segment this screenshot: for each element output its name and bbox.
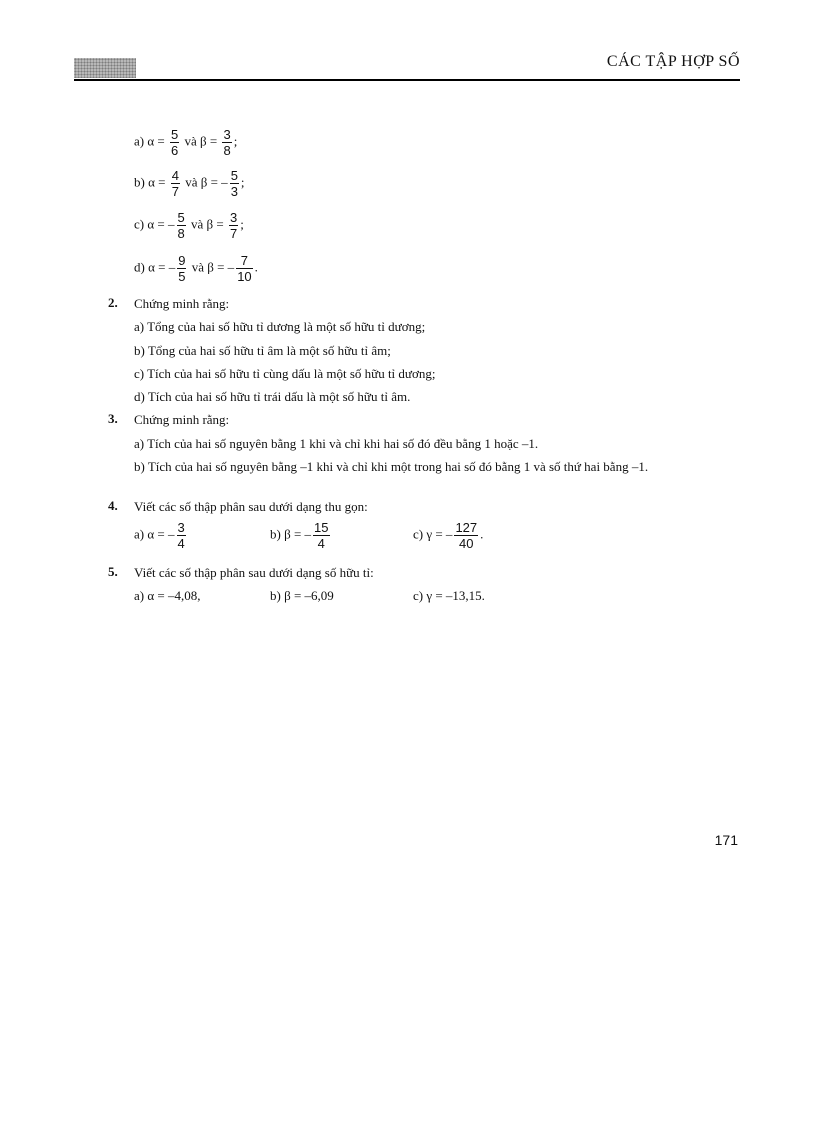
ex1-item-b — [134, 168, 245, 199]
header-decoration — [74, 58, 136, 78]
denominator: 3 — [230, 184, 238, 199]
ex4-item-c — [413, 520, 483, 551]
ex4-number: 4. — [108, 498, 118, 513]
ex5-item-b: b) β = –6,09 — [270, 588, 334, 603]
numerator: 9 — [178, 253, 186, 268]
ex1-c-label: c) α = – — [134, 216, 175, 232]
ex2-number: 2. — [108, 295, 118, 310]
ex2-item-a: a) Tổng của hai số hữu tỉ dương là một số hữu tỉ dương; — [134, 319, 426, 334]
ex1-b-mid: và β = – — [185, 174, 228, 190]
numerator: 4 — [171, 168, 179, 183]
ex4-item-a — [134, 520, 188, 551]
denominator: 4 — [177, 536, 185, 551]
ex3-item-b: b) Tích của hai số nguyên bằng –1 khi và chỉ khi một trong hai số đó bằng 1 và số thứ hai bằng –1. — [134, 459, 649, 474]
ex4-b-fraction — [313, 520, 329, 551]
header-rule — [74, 79, 740, 81]
ex1-d-end: . — [254, 259, 258, 275]
ex1-c-end: ; — [240, 216, 244, 232]
ex4-c-end: . — [480, 526, 484, 542]
chapter-title: CÁC TẬP HỢP SỐ — [606, 53, 740, 70]
ex1-a-alpha-fraction — [170, 127, 179, 158]
ex1-d-beta-fraction — [236, 253, 252, 284]
numerator: 15 — [314, 520, 329, 535]
ex1-d-alpha-fraction — [177, 253, 186, 284]
ex3-prompt: Chứng minh rằng: — [134, 412, 230, 427]
ex1-a-end: ; — [233, 133, 238, 149]
ex1-d-label: d) α = – — [134, 259, 176, 275]
ex5-item-a: a) α = –4,08, — [134, 588, 201, 603]
ex1-b-alpha-fraction — [171, 168, 180, 199]
ex1-a-mid: và β = — [184, 133, 218, 149]
ex4-prompt: Viết các số thập phân sau dưới dạng thu gọn: — [134, 499, 368, 514]
ex2-item-d: d) Tích của hai số hữu tỉ trái dấu là một số hữu tỉ âm. — [134, 389, 411, 404]
ex1-d-mid: và β = – — [191, 259, 235, 275]
numerator: 5 — [230, 168, 238, 183]
ex1-b-end: ; — [240, 174, 245, 190]
denominator: 6 — [171, 143, 179, 158]
ex1-c-mid: và β = — [190, 216, 224, 232]
denominator: 8 — [177, 226, 185, 241]
ex1-a-beta-fraction — [222, 127, 231, 158]
denominator: 7 — [171, 184, 179, 199]
ex1-item-c — [134, 210, 244, 241]
ex3-item-a: a) Tích của hai số nguyên bằng 1 khi và chỉ khi hai số đó đều bằng 1 hoặc –1. — [134, 436, 539, 451]
denominator: 4 — [313, 535, 329, 551]
ex4-a-label: a) α = – — [134, 526, 175, 542]
ex1-b-label: b) α = — [134, 174, 166, 190]
ex1-c-beta-fraction — [229, 210, 238, 241]
page-number: 171 — [714, 832, 738, 848]
numerator: 5 — [177, 210, 185, 225]
numerator: 3 — [223, 127, 231, 142]
ex1-a-label: a) α = — [134, 133, 165, 149]
ex4-c-fraction — [454, 520, 478, 551]
ex1-b-beta-fraction — [230, 168, 239, 199]
ex5-prompt: Viết các số thập phân sau dưới dạng số hữu tỉ: — [134, 565, 374, 580]
ex5-number: 5. — [108, 564, 118, 579]
ex2-item-c: c) Tích của hai số hữu tỉ cùng dấu là một số hữu tỉ dương; — [134, 366, 436, 381]
ex5-item-c: c) γ = –13,15. — [413, 588, 485, 603]
numerator: 7 — [240, 253, 249, 268]
denominator: 10 — [237, 269, 252, 284]
numerator: 127 — [455, 520, 478, 535]
ex2-item-b: b) Tổng của hai số hữu tỉ âm là một số hữu tỉ âm; — [134, 343, 391, 358]
denominator: 8 — [223, 143, 231, 158]
ex4-b-label: b) β = – — [270, 526, 312, 542]
ex1-item-d — [134, 253, 258, 284]
numerator: 3 — [177, 520, 185, 535]
ex4-item-b — [270, 520, 332, 551]
denominator: 5 — [178, 269, 186, 284]
ex1-c-alpha-fraction — [177, 210, 186, 241]
ex2-prompt: Chứng minh rằng: — [134, 296, 230, 311]
ex4-c-label: c) γ = – — [413, 526, 453, 542]
numerator: 3 — [229, 210, 238, 225]
denominator: 7 — [229, 226, 238, 241]
ex1-item-a — [134, 127, 237, 158]
denominator: 40 — [454, 535, 478, 551]
numerator: 5 — [171, 127, 179, 142]
ex3-number: 3. — [108, 411, 118, 426]
ex4-a-fraction — [177, 520, 186, 551]
